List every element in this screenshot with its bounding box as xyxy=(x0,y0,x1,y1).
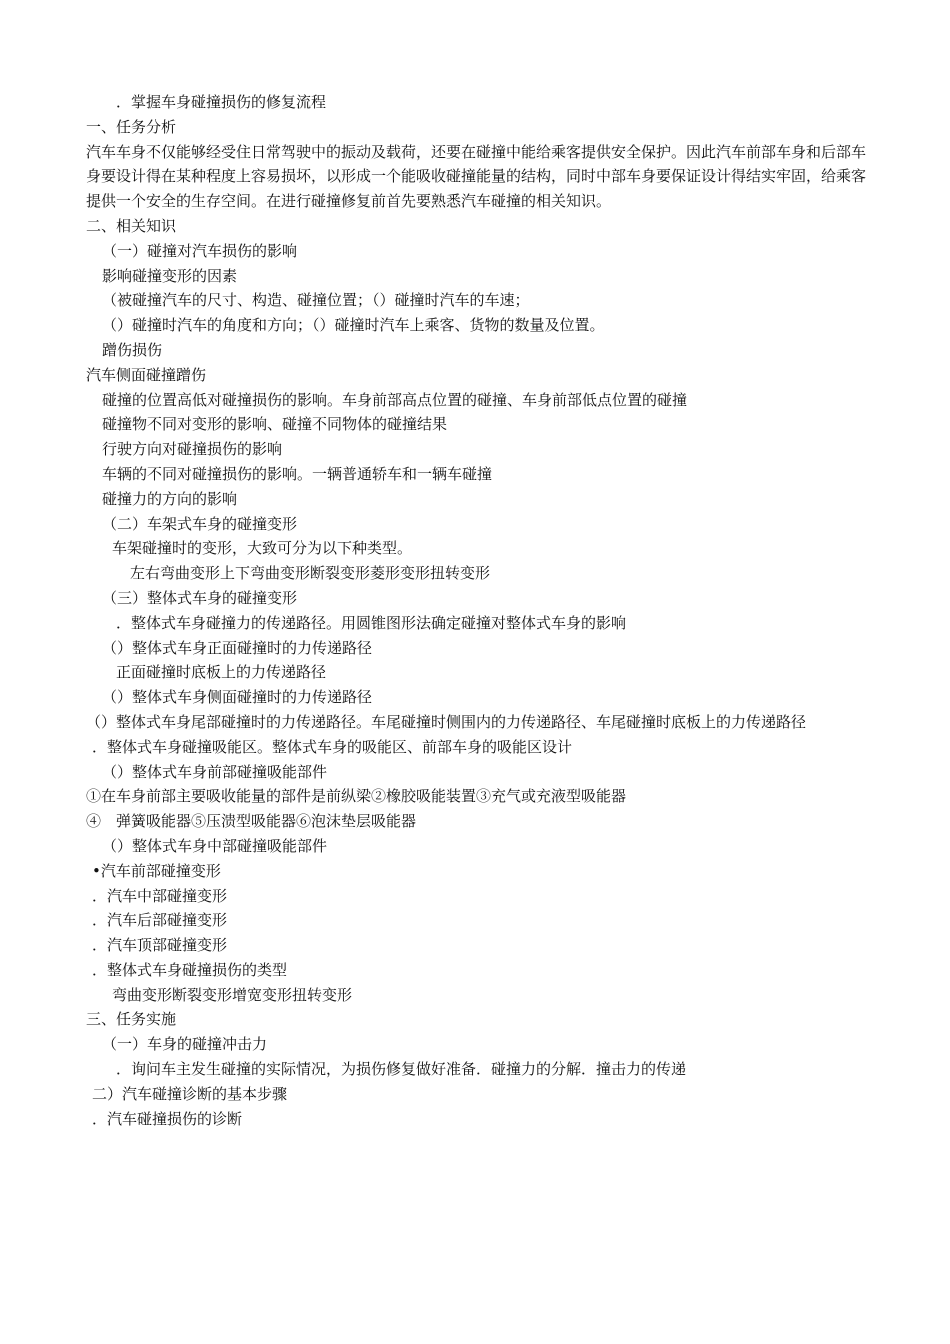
list-item: •汽车前部碰撞变形 xyxy=(92,861,221,880)
text-line: 车辆的不同对碰撞损伤的影响。一辆普通轿车和一辆车碰撞 xyxy=(102,464,493,483)
text-line: 碰撞的位置高低对碰撞损伤的影响。车身前部高点位置的碰撞、车身前部低点位置的碰撞 xyxy=(102,390,688,409)
subsection-heading: （三）整体式车身的碰撞变形 xyxy=(102,588,298,607)
list-item: ．汽车顶部碰撞变形 xyxy=(92,936,228,955)
text-line: （）整体式车身正面碰撞时的力传递路径 xyxy=(102,638,373,657)
text-line: 正面碰撞时底板上的力传递路径 xyxy=(116,663,327,682)
subsection-heading: （一）碰撞对汽车损伤的影响 xyxy=(102,241,298,260)
text-line: 蹭伤损伤 xyxy=(102,340,163,359)
paragraph: 汽车车身不仅能够经受住日常驾驶中的振动及载荷，还要在碰撞中能给乘客提供安全保护。因此汽车前部车身和后部车身要设计得在某种程度上容易损坏，以形成一个能吸收碰撞能量的结构，同时中部车身要保证设计得结实牢固，给乘客提供一个安全的生存空间。在进行碰撞修复前首先要熟悉汽车碰撞的相关知识。 xyxy=(86,142,867,211)
text-line: 碰撞物不同对变形的影响、碰撞不同物体的碰撞结果 xyxy=(102,415,448,434)
list-item: ．整体式车身碰撞损伤的类型 xyxy=(92,960,288,979)
section-heading: 二、相关知识 xyxy=(86,216,177,235)
text-line: 影响碰撞变形的因素 xyxy=(102,266,238,285)
text-line: 弯曲变形断裂变形增宽变形扭转变形 xyxy=(112,985,353,1004)
subsection-heading: 二）汽车碰撞诊断的基本步骤 xyxy=(92,1084,288,1103)
text-line: （）整体式车身中部碰撞吸能部件 xyxy=(102,836,328,855)
text-line: （被碰撞汽车的尺寸、构造、碰撞位置；（）碰撞时汽车的车速； xyxy=(102,291,530,310)
text-line: ④ 弹簧吸能器⑤压溃型吸能器⑥泡沫垫层吸能器 xyxy=(86,812,417,831)
list-item: ．汽车中部碰撞变形 xyxy=(92,886,228,905)
text-line: ．整体式车身碰撞吸能区。整体式车身的吸能区、前部车身的吸能区设计 xyxy=(92,737,573,756)
text-line: ．询问车主发生碰撞的实际情况，为损伤修复做好准备．碰撞力的分解．撞击力的传递 xyxy=(116,1060,687,1079)
text-line: （）碰撞时汽车的角度和方向；（）碰撞时汽车上乘客、货物的数量及位置。 xyxy=(102,316,605,335)
document-body xyxy=(86,90,866,1131)
text-line: ．掌握车身碰撞损伤的修复流程 xyxy=(116,93,327,111)
text-line: （）整体式车身前部碰撞吸能部件 xyxy=(102,762,328,781)
subsection-heading: （二）车架式车身的碰撞变形 xyxy=(102,514,298,533)
section-heading: 一、任务分析 xyxy=(86,117,177,136)
text-line: （）整体式车身侧面碰撞时的力传递路径 xyxy=(102,688,373,707)
text-line: 汽车侧面碰撞蹭伤 xyxy=(86,365,207,384)
text-line: 行驶方向对碰撞损伤的影响 xyxy=(102,440,283,459)
text-line: 左右弯曲变形上下弯曲变形断裂变形菱形变形扭转变形 xyxy=(130,564,491,583)
subsection-heading: （一）车身的碰撞冲击力 xyxy=(102,1035,268,1054)
text-line: ．汽车碰撞损伤的诊断 xyxy=(92,1109,243,1128)
section-heading: 三、任务实施 xyxy=(86,1010,177,1029)
paragraph: （）整体式车身尾部碰撞时的力传递路径。车尾碰撞时侧围内的力传递路径、车尾碰撞时底板上的力传递路径 xyxy=(86,712,807,731)
text-line: ．整体式车身碰撞力的传递路径。用圆锥图形法确定碰撞对整体式车身的影响 xyxy=(116,613,627,632)
list-item: ．汽车后部碰撞变形 xyxy=(92,911,228,930)
text-line: 车架碰撞时的变形，大致可分为以下种类型。 xyxy=(112,539,413,558)
text-line: 碰撞力的方向的影响 xyxy=(102,489,238,508)
text-line: ①在车身前部主要吸收能量的部件是前纵梁②橡胶吸能装置③充气或充液型吸能器 xyxy=(86,787,627,806)
